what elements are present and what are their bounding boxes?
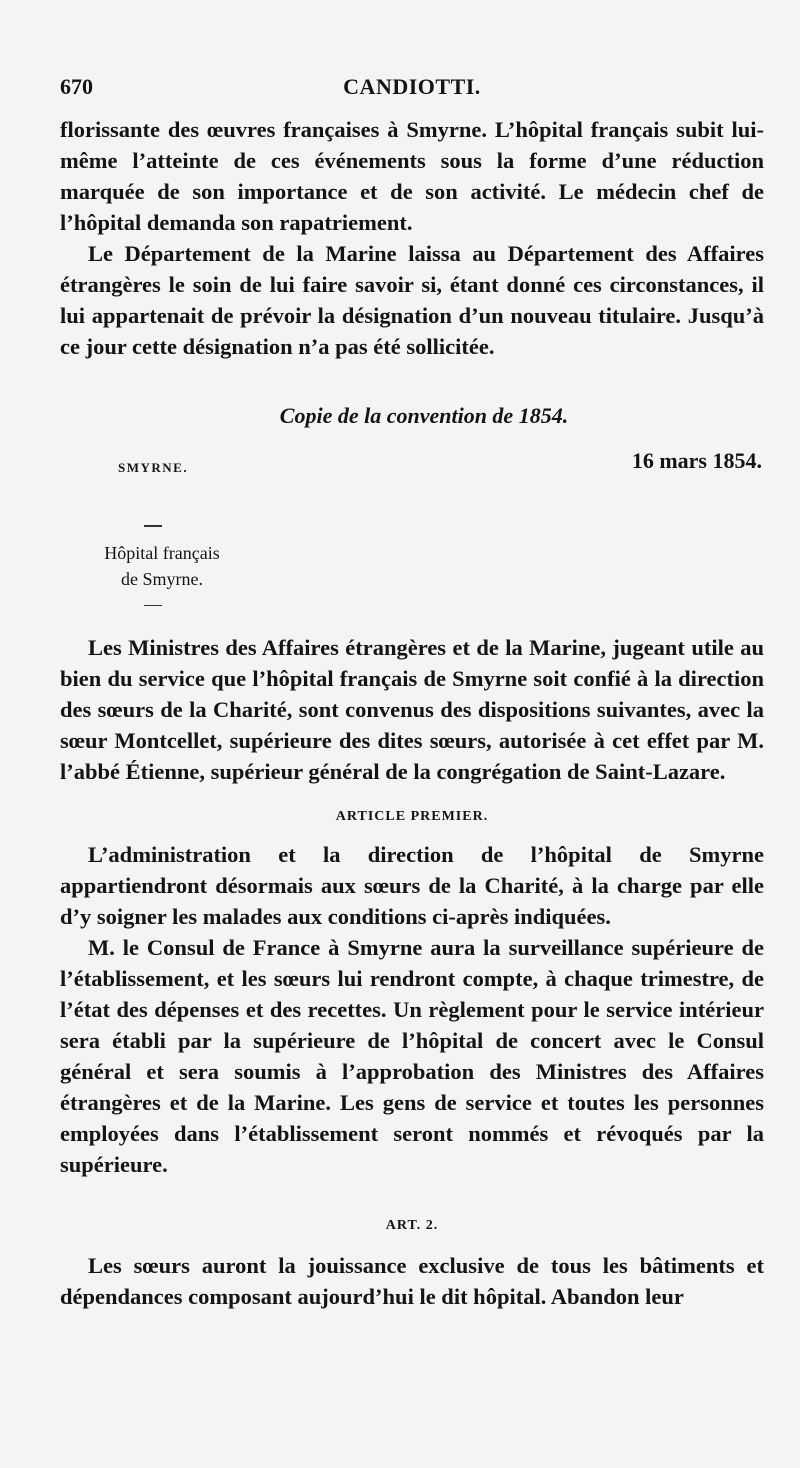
article-heading: ART. 2. — [385, 1218, 439, 1233]
margin-note-line: de Smyrne. — [121, 569, 203, 589]
book-page — [60, 70, 764, 1309]
convention-body — [60, 632, 764, 1312]
paragraph: M. le Consul de France à Smyrne aura la surveillance supérieure de l’établissement, et les sœurs lui rendront compte, à chaque trimestre, de l’état des dépenses et des recettes. Un règlement pour le service intérieur sera établi par la supérieure de l’hôpital de concert avec le Consul général et sera soumis à l’approbation des Ministres des Affaires étrangères et de la Marine. Les gens de service et toutes les personnes employées dans l’établissement seront nommés et révoqués par la supérieure. — [60, 935, 764, 1177]
paragraph: Le Département de la Marine laissa au Département des Affaires étrangères le soin de lui faire savoir si, étant donné ces circonstances, il lui appartenait de prévoir la désignation d’un nouveau titulaire. Jusqu’à ce jour cette désignation n’a pas été sollicitée. — [60, 241, 764, 359]
page-header — [60, 70, 764, 104]
date-label: 16 mars 1854. — [631, 448, 762, 473]
page-number: 670 — [60, 74, 93, 99]
paragraph: Les sœurs auront la jouissance exclusive de tous les bâtiments et dépendances composant aujourd’hui le dit hôpital. Abandon leur — [60, 1253, 764, 1309]
convention-title: Copie de la convention de 1854. — [279, 403, 569, 428]
dateline — [60, 448, 764, 488]
running-head: CANDIOTTI. — [343, 74, 481, 99]
paragraph: Les Ministres des Affaires étrangères et de la Marine, jugeant utile au bien du service que l’hôpital français de Smyrne soit confié à la direction des sœurs de la Charité, sont convenus des dispositions suivantes, avec la sœur Montcellet, supérieure des dites sœurs, autorisée à cet effet par M. l’abbé Étienne, supérieur général de la congrégation de Saint-Lazare. — [60, 635, 764, 784]
paragraph: L’administration et la direction de l’hôpital de Smyrne appartiendront désormais aux sœurs de la Charité, à la charge par elle d’y soigner les malades aux conditions ci-après indiquées. — [60, 842, 764, 929]
article-heading: ARTICLE PREMIER. — [335, 809, 489, 824]
divider-dash — [144, 525, 162, 527]
margin-note-line: Hôpital français — [104, 543, 220, 563]
margin-note — [72, 540, 252, 592]
paragraph: florissante des œuvres françaises à Smyrne. L’hôpital français subit lui-même l’atteinte de ces événements sous la forme d’une réduction marquée de son importance et de son activité. Le médecin chef de l’hôpital demanda son rapatriement. — [60, 117, 764, 235]
place-label: SMYRNE. — [118, 460, 189, 475]
divider-dash — [144, 605, 162, 606]
